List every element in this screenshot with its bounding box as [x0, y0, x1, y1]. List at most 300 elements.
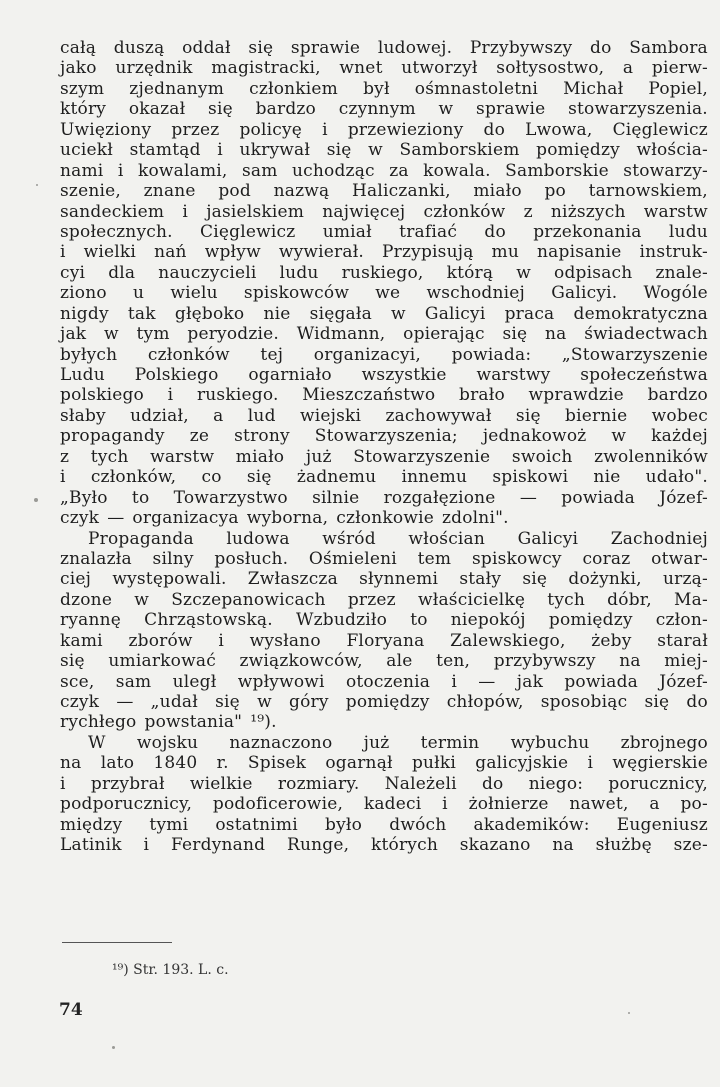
- word: w: [438, 99, 454, 120]
- word: skazano: [459, 835, 531, 856]
- word: co: [201, 467, 222, 488]
- word: utworzył: [401, 58, 478, 79]
- word: znalazła: [60, 548, 132, 569]
- word: 1840: [153, 753, 198, 774]
- word: sprawie: [476, 99, 546, 120]
- word: każdej: [651, 426, 708, 447]
- word: W: [88, 732, 106, 753]
- word: sołtysostwo,: [496, 58, 605, 79]
- word: Uwięziony: [60, 119, 152, 140]
- word: akademików:: [473, 814, 590, 835]
- word: uciekł: [60, 140, 113, 161]
- text-line: [60, 712, 708, 732]
- text-line: [60, 345, 708, 365]
- word: Galicyi: [517, 528, 579, 549]
- word: na: [60, 753, 82, 774]
- word: do: [481, 773, 504, 794]
- word: wprawdzie: [528, 385, 624, 406]
- word: i: [60, 773, 66, 794]
- text-line: [60, 590, 708, 610]
- word: stowarzy-: [623, 160, 708, 181]
- word: okazał: [128, 99, 186, 120]
- text-line: [60, 58, 708, 78]
- word: rozgałęzione: [383, 487, 496, 508]
- word: i: [182, 201, 189, 222]
- text-line: [60, 794, 708, 814]
- word: niego:: [528, 773, 584, 794]
- word: jak: [516, 671, 544, 692]
- word: chłopów,: [446, 692, 524, 712]
- word: we: [375, 283, 401, 304]
- word: naznaczono: [229, 732, 333, 753]
- word: Mieszczaństwo: [302, 385, 436, 406]
- word: nazwą: [273, 181, 330, 202]
- word: włościa-: [636, 140, 708, 161]
- text-line: [60, 529, 708, 549]
- word: spiskowcy: [471, 548, 562, 569]
- word: stamtąd: [129, 140, 201, 161]
- word: —: [107, 508, 125, 529]
- word: Propaganda: [88, 528, 194, 549]
- word: mu: [491, 242, 520, 263]
- word: policyę: [239, 119, 303, 140]
- word: Cięglewicz: [200, 221, 296, 242]
- word: warstwy: [476, 365, 551, 385]
- word: Ośmieleni: [308, 548, 397, 569]
- word: czynnym: [338, 99, 416, 120]
- word: który: [60, 99, 107, 120]
- word: —: [116, 692, 134, 712]
- word: galicyjskie: [475, 753, 569, 774]
- word: Józef-: [659, 487, 708, 508]
- word: niższych: [550, 201, 626, 222]
- word: silny: [152, 548, 194, 569]
- word: ogarniało: [248, 365, 332, 385]
- word: i: [587, 753, 594, 774]
- word: starał: [657, 630, 708, 651]
- word: i: [217, 140, 223, 161]
- word: między: [60, 814, 123, 835]
- word: wielkie: [189, 773, 253, 794]
- text-line: [60, 631, 708, 651]
- word: posłuch.: [214, 548, 289, 569]
- word: Samborskiem: [399, 140, 520, 161]
- word: powstania": [144, 712, 243, 733]
- text-line: [60, 99, 708, 119]
- word: Przybywszy: [469, 38, 573, 58]
- word: pod: [218, 181, 251, 202]
- word: zbrojnego: [620, 732, 708, 753]
- word: z: [60, 446, 70, 467]
- word: podporucznicy,: [60, 794, 193, 815]
- word: Galicyi.: [551, 283, 618, 304]
- word: i: [167, 385, 174, 406]
- word: ale: [386, 651, 413, 672]
- word: żeby: [591, 630, 632, 651]
- word: tem: [417, 548, 452, 569]
- word: szym: [60, 78, 105, 99]
- word: Wogóle: [643, 283, 708, 304]
- word: sze-: [673, 835, 708, 856]
- word: głęboko: [174, 303, 245, 324]
- word: sam: [115, 671, 152, 692]
- word: wielu: [170, 283, 218, 304]
- word: Zachodniej: [610, 528, 708, 549]
- word: żołnierze: [468, 794, 549, 815]
- word: się: [644, 692, 670, 712]
- word: związkowców,: [239, 651, 363, 672]
- word: najwięcej: [322, 201, 406, 222]
- word: tarnowskiem,: [588, 181, 708, 202]
- word: wiejski: [299, 405, 362, 426]
- text-line: [60, 815, 708, 835]
- word: przybrał: [90, 773, 165, 794]
- word: warstw: [643, 201, 708, 222]
- text-line: [60, 569, 708, 589]
- word: sce,: [60, 671, 95, 692]
- word: wnet: [339, 58, 383, 79]
- word: magistracki,: [211, 58, 321, 79]
- word: góry: [288, 692, 329, 712]
- word: opierając: [403, 324, 485, 345]
- word: pierw-: [651, 58, 708, 79]
- word: wobec: [651, 405, 708, 426]
- word: bardzo: [255, 99, 316, 120]
- word: to: [131, 487, 150, 508]
- word: i: [451, 671, 458, 692]
- word: wybuchu: [510, 732, 590, 753]
- word: wysłano: [249, 630, 321, 651]
- word: zwolenników: [594, 446, 708, 467]
- word: miało: [235, 446, 285, 467]
- word: otwar-: [651, 548, 708, 569]
- word: „udał: [150, 692, 198, 712]
- word: dla: [108, 262, 136, 283]
- word: jednakowoż: [482, 426, 587, 447]
- word: oddał: [182, 38, 231, 58]
- text-line: [60, 181, 708, 201]
- text-line: [60, 651, 708, 671]
- word: pomiędzy: [345, 692, 430, 712]
- word: się: [208, 99, 233, 120]
- word: Lwowa,: [525, 119, 593, 140]
- word: lato: [100, 753, 135, 774]
- word: czyk: [60, 692, 100, 712]
- word: spiskowi: [492, 467, 569, 488]
- word: odpisach: [554, 262, 633, 283]
- word: było: [325, 814, 363, 835]
- word: otoczenia: [345, 671, 431, 692]
- word: Cięglewicz: [612, 119, 708, 140]
- word: a: [213, 405, 224, 426]
- word: był: [363, 78, 390, 99]
- text-line: [60, 508, 708, 528]
- word: się: [515, 405, 541, 426]
- word: sięgała: [309, 303, 372, 324]
- word: ludu: [668, 221, 708, 242]
- word: udało".: [645, 467, 708, 488]
- word: dzone: [60, 589, 113, 610]
- word: i: [143, 835, 150, 856]
- word: kowala.: [423, 160, 491, 181]
- word: tymi: [149, 814, 189, 835]
- word: sposobiąc: [540, 692, 628, 712]
- word: „Było: [60, 487, 108, 508]
- word: Haliczanki,: [351, 181, 451, 202]
- word: to: [410, 610, 428, 631]
- word: a: [622, 58, 634, 79]
- word: na: [619, 651, 641, 672]
- word: cyi: [60, 262, 86, 283]
- word: społecznych.: [60, 221, 173, 242]
- word: się: [502, 324, 528, 345]
- word: jak: [60, 324, 87, 345]
- word: urzą-: [662, 569, 708, 590]
- word: Chrząstowską.: [144, 610, 273, 631]
- word: a: [649, 794, 660, 815]
- word: zdolni".: [441, 508, 509, 529]
- word: tych: [90, 446, 129, 467]
- word: ryannę: [60, 610, 122, 631]
- word: ogarnął: [325, 753, 393, 774]
- word: byłych: [60, 344, 118, 365]
- word: na: [552, 835, 574, 856]
- word: służbę: [595, 835, 652, 856]
- word: —: [519, 487, 538, 508]
- word: organizacyi,: [313, 344, 422, 365]
- word: których: [371, 835, 438, 856]
- word: jako: [60, 58, 97, 79]
- scan-speck: [36, 184, 38, 186]
- word: i: [218, 630, 224, 651]
- text-line: [60, 447, 708, 467]
- word: ukrywał: [239, 140, 311, 161]
- word: Przypisują: [382, 242, 474, 263]
- word: w: [516, 262, 531, 283]
- word: bardzo: [647, 385, 708, 406]
- word: kadeci: [363, 794, 422, 815]
- word: członkiem: [249, 78, 339, 99]
- word: wielki: [83, 242, 137, 263]
- word: człon-: [655, 610, 708, 631]
- word: do: [686, 692, 708, 712]
- word: którą: [446, 262, 494, 283]
- word: ten,: [436, 651, 471, 672]
- text-line: [60, 549, 708, 569]
- word: pomiędzy: [536, 140, 620, 161]
- word: przez: [347, 589, 396, 610]
- word: kowalami,: [137, 160, 228, 181]
- word: ostatnimi: [215, 814, 298, 835]
- word: się: [215, 692, 240, 712]
- word: powiada: [561, 487, 635, 508]
- word: i: [60, 242, 66, 263]
- word: i: [60, 467, 66, 488]
- text-line: [60, 38, 708, 58]
- word: i: [117, 160, 124, 181]
- word: kami: [60, 630, 103, 651]
- word: do: [483, 119, 506, 140]
- word: duszą: [113, 38, 165, 58]
- word: właścicielkę: [418, 589, 526, 610]
- word: rychłego: [60, 712, 137, 733]
- word: peryodzie.: [187, 324, 280, 345]
- word: się: [60, 651, 85, 672]
- word: ziono: [60, 283, 107, 304]
- word: Ferdynand: [170, 835, 266, 856]
- text-line: [60, 222, 708, 242]
- word: Michał: [563, 78, 624, 99]
- word: członków: [423, 201, 506, 222]
- text-line: [60, 263, 708, 283]
- word: ludowej.: [377, 38, 453, 58]
- text-line: [60, 610, 708, 630]
- word: umiarkować: [108, 651, 216, 672]
- word: już: [363, 732, 390, 753]
- word: wszystkie: [361, 365, 447, 385]
- word: wschodniej: [426, 283, 526, 304]
- word: dwóch: [389, 814, 447, 835]
- word: nami: [60, 160, 104, 181]
- word: „Stowarzyszenie: [561, 344, 708, 365]
- word: strony: [234, 426, 290, 447]
- text-line: [60, 385, 708, 405]
- word: przewieziony: [347, 119, 464, 140]
- word: wojsku: [136, 732, 199, 753]
- word: tych: [547, 589, 585, 610]
- word: Runge,: [286, 835, 350, 856]
- word: —: [478, 671, 496, 692]
- word: termin: [420, 732, 480, 753]
- text-line: [60, 467, 708, 487]
- word: wyborna,: [246, 508, 329, 529]
- word: żadnemu: [296, 467, 377, 488]
- word: Zalewskiego,: [450, 630, 566, 651]
- word: się: [522, 569, 548, 590]
- scan-speck: [34, 498, 38, 502]
- text-line: [60, 406, 708, 426]
- word: sprawie: [290, 38, 361, 58]
- word: z: [523, 201, 533, 222]
- word: przez: [171, 119, 220, 140]
- text-line: [60, 365, 708, 385]
- word: w: [611, 426, 627, 447]
- word: nie: [593, 467, 621, 488]
- word: umiał: [322, 221, 372, 242]
- text-line: [60, 161, 708, 181]
- word: demokratyczna: [573, 303, 708, 324]
- word: Ma-: [674, 589, 708, 610]
- text-line: [60, 120, 708, 140]
- word: i: [442, 794, 448, 815]
- text-line: [60, 672, 708, 692]
- word: słynnemi: [359, 569, 439, 590]
- word: brało: [458, 385, 505, 406]
- word: tak: [127, 303, 156, 324]
- word: ciej: [60, 569, 92, 590]
- word: sandeckiem: [60, 201, 165, 222]
- word: przekonania: [533, 221, 642, 242]
- word: trafiać: [399, 221, 458, 242]
- word: powiada: [564, 671, 639, 692]
- word: rozmiary.: [277, 773, 360, 794]
- word: pułki: [411, 753, 457, 774]
- word: w: [257, 692, 272, 712]
- word: polskiego: [60, 385, 144, 406]
- word: tej: [260, 344, 284, 365]
- word: Latinik: [60, 835, 122, 856]
- word: po: [544, 181, 566, 202]
- word: spiskowców: [243, 283, 350, 304]
- word: innemu: [401, 467, 468, 488]
- text-line: [60, 774, 708, 794]
- word: stowarzyszenia.: [568, 99, 708, 120]
- word: zachowywał: [385, 405, 492, 426]
- word: czyk: [60, 508, 100, 529]
- word: instruk-: [639, 242, 708, 263]
- word: propagandy: [60, 426, 165, 447]
- word: niepokój: [450, 610, 526, 631]
- word: podoficerowie,: [212, 794, 344, 815]
- word: ruskiego.: [196, 385, 279, 406]
- text-line: [60, 692, 708, 712]
- word: ruskiego,: [341, 262, 424, 283]
- word: Stowarzyszenie: [353, 446, 491, 467]
- word: w: [104, 324, 119, 345]
- word: w: [391, 303, 406, 324]
- word: praca: [504, 303, 555, 324]
- word: dożynki,: [568, 569, 642, 590]
- word: znane: [143, 181, 196, 202]
- page-number: 74: [59, 1000, 83, 1020]
- word: miało: [473, 181, 522, 202]
- word: udział,: [130, 405, 189, 426]
- word: już: [305, 446, 332, 467]
- text-line: [60, 304, 708, 324]
- text-line: [60, 324, 708, 344]
- word: uchodząc: [292, 160, 375, 181]
- text-line: [60, 79, 708, 99]
- text-line: [60, 488, 708, 508]
- word: lud: [247, 405, 276, 426]
- text-line: [60, 426, 708, 446]
- word: Stowarzyszenia;: [314, 426, 458, 447]
- word: miej-: [664, 651, 708, 672]
- word: Samborskie: [505, 160, 609, 181]
- word: do: [590, 38, 612, 58]
- word: uległ: [172, 671, 217, 692]
- word: ludowa: [226, 528, 290, 549]
- word: Józef-: [659, 671, 708, 692]
- word: na: [545, 324, 567, 345]
- word: nie: [263, 303, 291, 324]
- text-line: [60, 202, 708, 222]
- word: zjednanym: [129, 78, 225, 99]
- word: Eugeniusz: [616, 814, 708, 835]
- word: członków,: [90, 467, 177, 488]
- word: r.: [216, 753, 229, 774]
- word: napisanie: [537, 242, 622, 263]
- word: znale-: [655, 262, 708, 283]
- word: nigdy: [60, 303, 109, 324]
- word: węgierskie: [612, 753, 708, 774]
- word: nawet,: [569, 794, 629, 815]
- word: społeczeństwa: [580, 365, 708, 385]
- word: wśród: [322, 528, 376, 549]
- word: porucznicy,: [608, 773, 708, 794]
- word: ¹⁹).: [250, 712, 277, 733]
- word: Należeli: [384, 773, 457, 794]
